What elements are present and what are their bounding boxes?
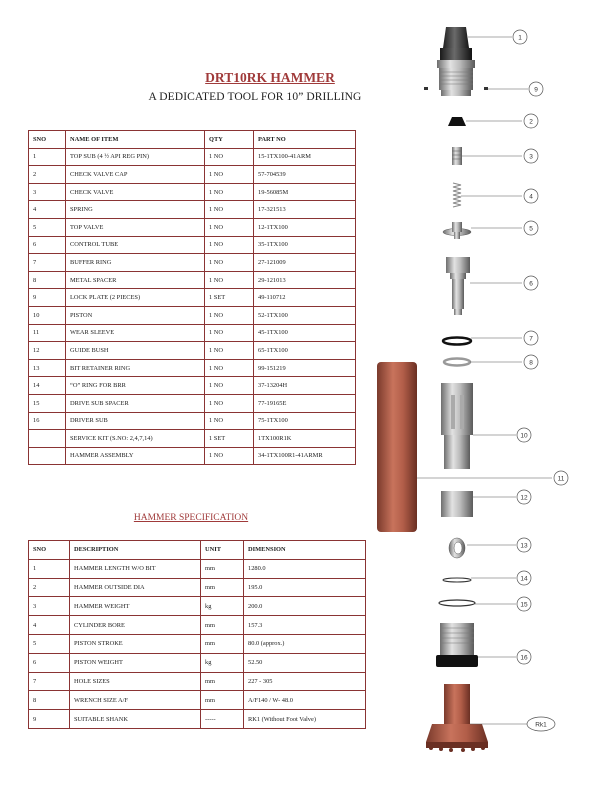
parts-cell-sno: 9 [29, 289, 66, 307]
callout-14 [517, 571, 531, 585]
spec-cell-description: HOLE SIZES [70, 672, 201, 691]
parts-cell-sno: 13 [29, 359, 66, 377]
spec-cell-dimension: 157.3 [244, 616, 366, 635]
part-control-tube [446, 257, 470, 315]
part-guide-bush [441, 491, 473, 517]
part-o-ring [443, 578, 471, 582]
parts-cell-qty: 1 NO [205, 218, 254, 236]
spec-cell-unit: mm [201, 691, 244, 710]
parts-header-qty: QTY [205, 131, 254, 149]
spec-cell-description: HAMMER OUTSIDE DIA [70, 578, 201, 597]
parts-cell-partno: 77-19165E [254, 394, 356, 412]
callout-9 [529, 82, 543, 96]
callout-15 [517, 597, 531, 611]
svg-text:6: 6 [529, 280, 533, 288]
svg-text:4: 4 [529, 193, 533, 201]
parts-cell-qty: 1 NO [205, 201, 254, 219]
spec-cell-sno: 4 [29, 616, 70, 635]
parts-cell-qty: 1 NO [205, 342, 254, 360]
parts-cell-name: PISTON [66, 306, 205, 324]
spec-cell-unit: kg [201, 653, 244, 672]
spec-cell-unit: mm [201, 634, 244, 653]
spec-header-sno: SNO [29, 541, 70, 560]
spec-cell-dimension: 1280.0 [244, 559, 366, 578]
parts-cell-name: BIT RETAINER RING [66, 359, 205, 377]
parts-cell-sno: 10 [29, 306, 66, 324]
spec-cell-sno: 9 [29, 710, 70, 729]
callout-1 [513, 30, 527, 44]
parts-cell-name: METAL SPACER [66, 271, 205, 289]
parts-cell-qty: 1 SET [205, 430, 254, 448]
svg-text:9: 9 [534, 86, 538, 94]
parts-cell-qty: 1 NO [205, 236, 254, 254]
parts-cell-name: TOP VALVE [66, 218, 205, 236]
parts-cell-name: HAMMER ASSEMBLY [66, 447, 205, 465]
callout-leaders [417, 37, 552, 724]
svg-text:10: 10 [520, 432, 528, 440]
spec-header-unit: UNIT [201, 541, 244, 560]
parts-cell-name: DRIVE SUB SPACER [66, 394, 205, 412]
part-check-valve-cap [448, 117, 466, 126]
parts-cell-partno: 57-704539 [254, 166, 356, 184]
parts-cell-partno: 49-110712 [254, 289, 356, 307]
parts-cell-name: LOCK PLATE (2 PIECES) [66, 289, 205, 307]
part-bit-retainer-ring [449, 538, 465, 558]
parts-cell-sno: 6 [29, 236, 66, 254]
callout-10 [517, 428, 531, 442]
callout-13 [517, 538, 531, 552]
parts-cell-partno: 27-121009 [254, 254, 356, 272]
parts-cell-qty: 1 NO [205, 412, 254, 430]
svg-text:13: 13 [520, 542, 528, 550]
parts-cell-partno: 29-121013 [254, 271, 356, 289]
parts-cell-sno: 15 [29, 394, 66, 412]
parts-cell-name: CHECK VALVE CAP [66, 166, 205, 184]
parts-cell-sno: 8 [29, 271, 66, 289]
spec-cell-sno: 3 [29, 597, 70, 616]
parts-cell-partno: 45-1TX100 [254, 324, 356, 342]
parts-cell-partno: 1TX100R1K [254, 430, 356, 448]
spec-cell-sno: 2 [29, 578, 70, 597]
spec-cell-description: WRENCH SIZE A/F [70, 691, 201, 710]
parts-cell-name: GUIDE BUSH [66, 342, 205, 360]
callout-5 [524, 221, 538, 235]
part-top-sub [437, 27, 475, 96]
parts-cell-partno: 65-1TX100 [254, 342, 356, 360]
callout-3 [524, 149, 538, 163]
svg-text:8: 8 [529, 359, 533, 367]
parts-cell-sno: 1 [29, 148, 66, 166]
callout-2 [524, 114, 538, 128]
callout-6 [524, 276, 538, 290]
callout-12 [517, 490, 531, 504]
spec-cell-dimension: A/F140 / W- 48.0 [244, 691, 366, 710]
parts-cell-name: SPRING [66, 201, 205, 219]
spec-cell-dimension: RK1 (Without Foot Valve) [244, 710, 366, 729]
spec-cell-dimension: 52.50 [244, 653, 366, 672]
parts-header-name: NAME OF ITEM [66, 131, 205, 149]
parts-cell-qty: 1 NO [205, 148, 254, 166]
part-drive-sub-spacer [439, 600, 475, 606]
svg-text:3: 3 [529, 153, 533, 161]
parts-header-sno: SNO [29, 131, 66, 149]
svg-text:2: 2 [529, 118, 533, 126]
spec-title: HAMMER SPECIFICATION [133, 513, 249, 523]
callout-4 [524, 189, 538, 203]
part-top-valve [443, 222, 471, 239]
parts-cell-qty: 1 NO [205, 377, 254, 395]
parts-cell-qty: 1 NO [205, 166, 254, 184]
parts-cell-partno: 99-151219 [254, 359, 356, 377]
spec-cell-description: HAMMER LENGTH W/O BIT [70, 559, 201, 578]
parts-cell-qty: 1 NO [205, 447, 254, 465]
spec-cell-sno: 5 [29, 634, 70, 653]
spec-cell-dimension: 195.0 [244, 578, 366, 597]
parts-cell-partno: 19-56085M [254, 183, 356, 201]
parts-cell-sno: 4 [29, 201, 66, 219]
part-wear-sleeve [377, 362, 417, 532]
spec-cell-unit: mm [201, 616, 244, 635]
parts-cell-qty: 1 NO [205, 324, 254, 342]
svg-text:12: 12 [520, 494, 528, 502]
parts-header-partno: PART NO [254, 131, 356, 149]
svg-text:16: 16 [520, 654, 528, 662]
part-spring [453, 183, 461, 207]
part-buffer-ring [443, 338, 471, 345]
parts-cell-sno: 3 [29, 183, 66, 201]
parts-cell-sno: 7 [29, 254, 66, 272]
spec-cell-description: SUITABLE SHANK [70, 710, 201, 729]
spec-cell-dimension: 227 - 305 [244, 672, 366, 691]
parts-cell-name: SERVICE KIT (S.NO: 2,4,7,14) [66, 430, 205, 448]
spec-cell-unit: kg [201, 597, 244, 616]
parts-cell-sno: 14 [29, 377, 66, 395]
spec-cell-description: PISTON STROKE [70, 634, 201, 653]
parts-cell-partno: 17-321513 [254, 201, 356, 219]
parts-cell-sno: 16 [29, 412, 66, 430]
spec-cell-unit: mm [201, 578, 244, 597]
part-piston [441, 383, 473, 469]
parts-cell-qty: 1 NO [205, 254, 254, 272]
document-subtitle: A DEDICATED TOOL FOR 10” DRILLING [148, 91, 362, 103]
svg-text:11: 11 [557, 475, 565, 483]
parts-cell-name: CONTROL TUBE [66, 236, 205, 254]
parts-cell-qty: 1 NO [205, 394, 254, 412]
spec-cell-dimension: 200.0 [244, 597, 366, 616]
parts-cell-partno: 34-1TX100R1-41ARMR [254, 447, 356, 465]
svg-text:Rk1: Rk1 [535, 721, 547, 729]
parts-cell-qty: 1 SET [205, 289, 254, 307]
part-check-valve [452, 147, 462, 165]
parts-cell-name: BUFFER RING [66, 254, 205, 272]
spec-header-description: DESCRIPTION [70, 541, 201, 560]
spec-cell-sno: 8 [29, 691, 70, 710]
spec-header-dimension: DIMENSION [244, 541, 366, 560]
parts-cell-partno: 37-13204H [254, 377, 356, 395]
parts-cell-qty: 1 NO [205, 306, 254, 324]
part-metal-spacer [444, 359, 470, 366]
parts-cell-name: WEAR SLEEVE [66, 324, 205, 342]
spec-cell-description: PISTON WEIGHT [70, 653, 201, 672]
document-title: DRT10RK HAMMER [205, 70, 335, 85]
parts-cell-name: “O” RING FOR BRR [66, 377, 205, 395]
callout-11 [554, 471, 568, 485]
parts-cell-name: DRIVER SUB [66, 412, 205, 430]
svg-text:5: 5 [529, 225, 533, 233]
callout-rk1 [527, 717, 555, 731]
parts-cell-qty: 1 NO [205, 271, 254, 289]
parts-cell-sno: 11 [29, 324, 66, 342]
parts-cell-partno: 75-1TX100 [254, 412, 356, 430]
spec-cell-unit: ----- [201, 710, 244, 729]
part-rk1-bit [426, 684, 488, 752]
parts-cell-qty: 1 NO [205, 183, 254, 201]
callout-8 [524, 355, 538, 369]
parts-cell-partno: 12-1TX100 [254, 218, 356, 236]
spec-cell-sno: 1 [29, 559, 70, 578]
parts-cell-sno: 2 [29, 166, 66, 184]
callout-7 [524, 331, 538, 345]
svg-text:15: 15 [520, 601, 528, 609]
parts-cell-qty: 1 NO [205, 359, 254, 377]
parts-cell-sno: 5 [29, 218, 66, 236]
spec-cell-description: CYLINDER BORE [70, 616, 201, 635]
parts-cell-partno: 52-1TX100 [254, 306, 356, 324]
svg-text:7: 7 [529, 335, 533, 343]
parts-cell-name: TOP SUB (4 ½ API REG PIN) [66, 148, 205, 166]
spec-cell-sno: 7 [29, 672, 70, 691]
parts-cell-name: CHECK VALVE [66, 183, 205, 201]
spec-cell-sno: 6 [29, 653, 70, 672]
svg-text:14: 14 [520, 575, 528, 583]
spec-cell-unit: mm [201, 672, 244, 691]
part-driver-sub [436, 623, 478, 667]
spec-cell-dimension: 80.0 (approx.) [244, 634, 366, 653]
callout-16 [517, 650, 531, 664]
svg-text:1: 1 [518, 34, 522, 42]
parts-cell-partno: 15-1TX100-41ARM [254, 148, 356, 166]
spec-cell-description: HAMMER WEIGHT [70, 597, 201, 616]
parts-cell-partno: 35-1TX100 [254, 236, 356, 254]
parts-cell-sno: 12 [29, 342, 66, 360]
spec-cell-unit: mm [201, 559, 244, 578]
